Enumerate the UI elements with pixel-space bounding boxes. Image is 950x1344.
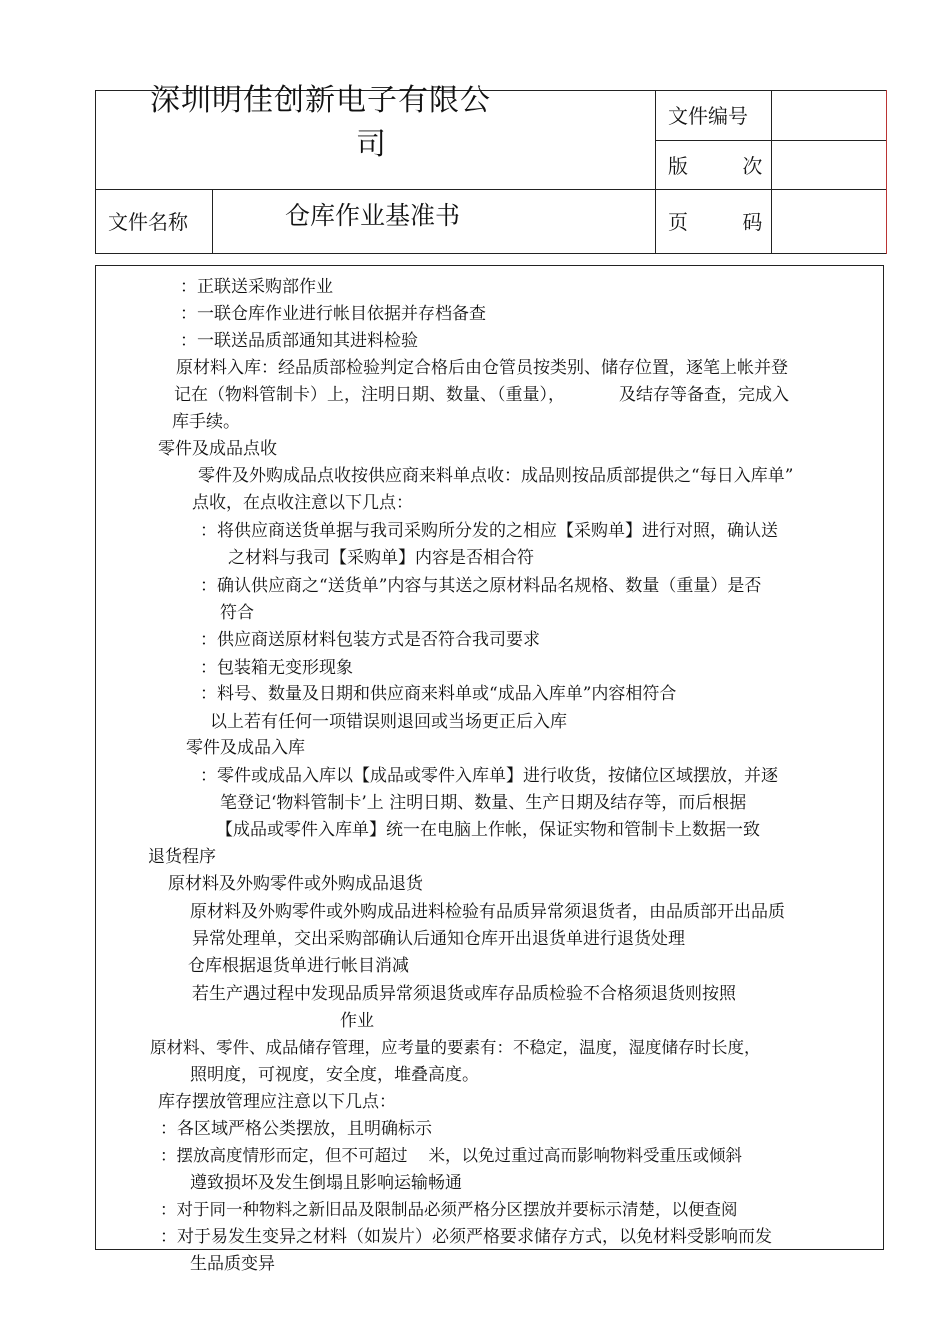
body-line: 作业 bbox=[340, 1011, 374, 1031]
body-line: 原材料入库：经品质部检验判定合格后由仓管员按类别、储存位置，逐笔上帐并登 bbox=[176, 358, 788, 378]
document-title: 仓库作业基准书 bbox=[285, 201, 461, 230]
body-line: ：正联送采购部作业 bbox=[180, 277, 333, 297]
file-name-label: 文件名称 bbox=[108, 210, 188, 234]
body-line: ：将供应商送货单据与我司采购所分发的之相应【采购单】进行对照，确认送 bbox=[200, 521, 778, 541]
section-heading: 退货程序 bbox=[148, 847, 216, 867]
company-name-line1: 深圳明佳创新电子有限公 bbox=[150, 83, 491, 118]
body-line: 原材料、零件、成品储存管理，应考量的要素有：不稳定，温度，湿度储存时长度， bbox=[150, 1038, 761, 1057]
body-line: 点收，在点收注意以下几点： bbox=[192, 493, 413, 513]
body-line: 仓库根据退货单进行帐目消减 bbox=[188, 956, 409, 976]
body-line: 符合 bbox=[220, 603, 254, 623]
body-line: 若生产遇过程中发现品质异常须退货或库存品质检验不合格须退货则按照 bbox=[192, 984, 736, 1004]
body-line: 库手续。 bbox=[172, 412, 240, 432]
section-heading: 库存摆放管理应注意以下几点： bbox=[158, 1092, 396, 1112]
body-line: ：对于易发生变异之材料（如炭片）必须严格要求储存方式，以免材料受影响而发 bbox=[160, 1227, 772, 1247]
body-line: ：一联仓库作业进行帐目依据并存档备查 bbox=[180, 304, 486, 324]
company-name-line2: 司 bbox=[356, 127, 387, 162]
body-line: ：料号、数量及日期和供应商来料单或“成品入库单”内容相符合 bbox=[200, 684, 677, 704]
body-line: ：对于同一种物料之新旧品及限制品必须严格分区摆放并要标示清楚，以便查阅 bbox=[160, 1200, 738, 1219]
body-line: ：一联送品质部通知其进料检验 bbox=[180, 331, 418, 351]
body-line: 以上若有任何一项错误则退回或当场更正后入库 bbox=[210, 712, 567, 732]
body-line: 笔登记‘物料管制卡’上 注明日期、数量、生产日期及结存等，而后根据 bbox=[220, 793, 747, 813]
body-line: 零件及外购成品点收按供应商来料单点收：成品则按品质部提供之“每日入库单” bbox=[198, 466, 794, 486]
body-line: 异常处理单，交出采购部确认后通知仓库开出退货单进行退货处理 bbox=[192, 929, 685, 949]
body-line: ：供应商送原材料包装方式是否符合我司要求 bbox=[200, 630, 540, 650]
body-line: 原材料及外购零件或外购成品进料检验有品质异常须退货者，由品质部开出品质 bbox=[190, 902, 785, 922]
body-line: 照明度，可视度，安全度，堆叠高度。 bbox=[190, 1065, 479, 1085]
file-number-label: 文件编号 bbox=[668, 104, 748, 128]
page-label: 页 码 bbox=[668, 210, 763, 234]
body-line: ：确认供应商之“送货单”内容与其送之原材料品名规格、数量（重量）是否 bbox=[200, 576, 762, 596]
body-line: ：各区域严格公类摆放，且明确标示 bbox=[160, 1119, 432, 1139]
body-line: 记在（物料管制卡）上，注明日期、数量、（重量）， 及结存等备查，完成入 bbox=[174, 385, 790, 405]
section-heading: 原材料及外购零件或外购成品退货 bbox=[168, 874, 423, 894]
section-heading: 零件及成品点收 bbox=[158, 439, 277, 459]
body-line: ：零件或成品入库以【成品或零件入库单】进行收货，按储位区域摆放，并逐 bbox=[200, 766, 778, 786]
body-line: ：摆放高度情形而定，但不可超过 米，以免过重过高而影响物料受重压或倾斜 bbox=[160, 1146, 742, 1165]
body-line: 【成品或零件入库单】统一在电脑上作帐，保证实物和管制卡上数据一致 bbox=[216, 820, 760, 840]
body-line: 遵致损坏及发生倒塌且影响运输畅通 bbox=[190, 1173, 462, 1193]
section-heading: 零件及成品入库 bbox=[186, 738, 305, 758]
body-line: 之材料与我司【采购单】内容是否相合符 bbox=[228, 548, 534, 568]
body-line: 生品质变异 bbox=[190, 1254, 275, 1274]
version-label: 版 次 bbox=[668, 154, 763, 178]
body-line: ：包装箱无变形现象 bbox=[200, 658, 353, 678]
